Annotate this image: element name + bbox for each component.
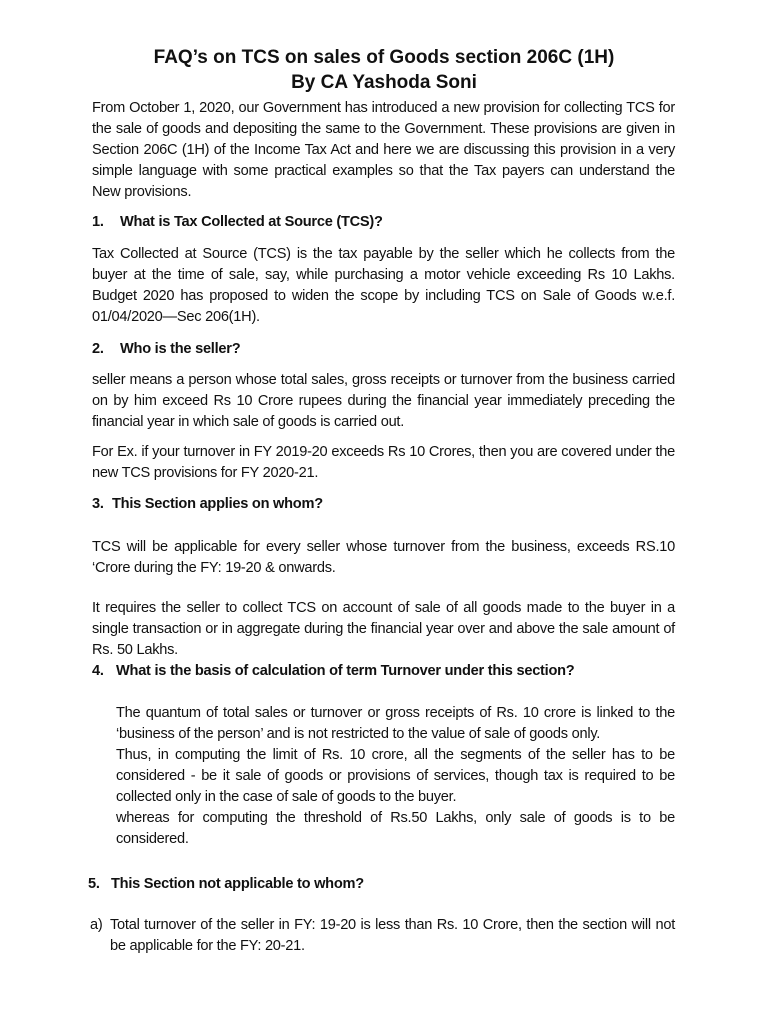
q3-heading <box>92 494 675 515</box>
q3-answer-2-text: It requires the seller to collect TCS on account of sale of all goods made to the buyer in a single transaction or in aggregate during the financial year over and above the sale amount of Rs. 50 Lakhs. <box>92 600 675 658</box>
q1-answer-text: Tax Collected at Source (TCS) is the tax payable by the seller which he collects from the buyer at the time of sale, say, while purchasing a motor vehicle exceeding Rs 10 Lakhs. Budget 2020 has proposed to widen the scope by including TCS on Sale of Goods w.e.f. 01/04/2020—Sec 206(1H). <box>92 246 675 325</box>
q1-number: 1. <box>92 214 104 230</box>
q5-item-a-marker: a) <box>90 917 103 933</box>
q2-answer-2-text: For Ex. if your turnover in FY 2019-20 exceeds Rs 10 Crores, then you are covered under the new TCS provisions for FY 2020-21. <box>92 444 675 481</box>
q2-answer-1 <box>92 370 675 433</box>
q4-number: 4. <box>92 663 104 679</box>
q2-heading <box>92 339 675 360</box>
intro-text: From October 1, 2020, our Government has introduced a new provision for collecting TCS for the sale of goods and depositing the same to the Government. These provisions are given in Section 206C (1H) of the Income Tax Act and here we are discussing this provision in a very simple language with some practical examples so that the Tax payers can understand the New provisions. <box>92 100 675 200</box>
q4-answer-3-text: whereas for computing the threshold of Rs.50 Lakhs, only sale of goods is to be considered. <box>116 810 675 847</box>
q5-heading-text: This Section not applicable to whom? <box>111 876 364 892</box>
q2-heading-text: Who is the seller? <box>120 341 241 357</box>
q5-heading <box>88 874 671 895</box>
q1-answer <box>92 244 675 328</box>
q1-heading <box>92 212 675 233</box>
document-title <box>0 45 768 95</box>
q2-answer-2 <box>92 442 675 484</box>
q5-item-a-text: Total turnover of the seller in FY: 19-20 is less than Rs. 10 Crore, then the section will not be applicable for the FY: 20-21. <box>110 917 675 954</box>
q5-list <box>90 915 675 957</box>
q4-heading <box>92 661 675 682</box>
q3-answer-1 <box>92 537 675 579</box>
q4-answer-1-text: The quantum of total sales or turnover or gross receipts of Rs. 10 crore is linked to the ‘business of the person’ and is not restricted to the value of sale of goods only. <box>116 705 675 742</box>
q3-heading-text: This Section applies on whom? <box>112 496 323 512</box>
q5-list-item-a <box>90 915 675 957</box>
intro-paragraph <box>92 98 675 203</box>
title-line-1: FAQ’s on TCS on sales of Goods section 206C (1H) <box>153 47 615 68</box>
q1-heading-text: What is Tax Collected at Source (TCS)? <box>120 214 383 230</box>
q4-heading-text: What is the basis of calculation of term Turnover under this section? <box>116 663 575 679</box>
q5-number: 5. <box>88 876 100 892</box>
q4-answer <box>116 703 675 850</box>
q4-answer-2-text: Thus, in computing the limit of Rs. 10 crore, all the segments of the seller has to be considered - be it sale of goods or provisions of services, though tax is required to be collected only in the case of sale of goods to the buyer. <box>116 747 675 805</box>
title-line-2: By CA Yashoda Soni <box>291 72 477 93</box>
q3-answer-1-text: TCS will be applicable for every seller whose turnover from the business, exceeds RS.10 ‘Crore during the FY: 19-20 & onwards. <box>92 539 675 576</box>
q2-answer-1-text: seller means a person whose total sales, gross receipts or turnover from the business carried on by him exceed Rs 10 Crore rupees during the financial year immediately preceding the financial year in which sale of goods is carried out. <box>92 372 675 430</box>
q2-number: 2. <box>92 341 104 357</box>
q3-number: 3. <box>92 496 104 512</box>
q3-answer-2 <box>92 598 675 661</box>
